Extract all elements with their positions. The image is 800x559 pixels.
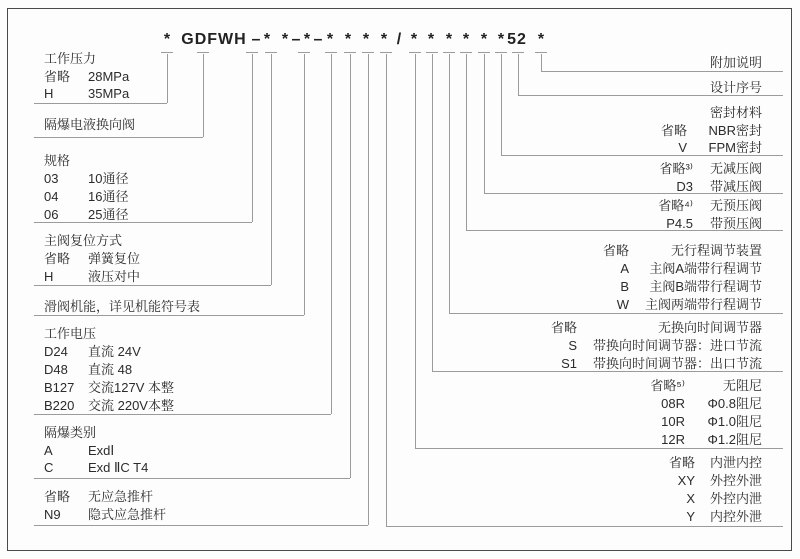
code-value: A <box>620 261 629 276</box>
tick <box>460 52 472 53</box>
leader-line <box>331 54 332 414</box>
leader-line <box>167 54 168 103</box>
tick <box>380 52 392 53</box>
spec-row <box>661 139 762 157</box>
code-value: Y <box>686 509 695 524</box>
tick <box>246 52 258 53</box>
section-working-pressure <box>44 50 129 103</box>
spec-row <box>603 242 762 260</box>
code-meaning: 无预压阀 <box>709 198 762 213</box>
code-value: 省略 <box>550 320 577 335</box>
spec-row <box>551 355 762 373</box>
code-value: 省略 <box>602 243 629 258</box>
leader-line <box>304 54 305 315</box>
code-symbol: * <box>462 31 470 48</box>
code-meaning: 带预压阀 <box>709 215 762 231</box>
underline <box>34 478 350 479</box>
code-value: 省略⁴⁾ <box>658 198 693 213</box>
spec-row <box>659 178 762 196</box>
section-title: 主阀复位方式 <box>44 233 123 248</box>
code-meaning: 直流 48 <box>88 362 133 377</box>
code-value: D48 <box>44 362 68 377</box>
code-meaning: 液压对中 <box>88 269 141 284</box>
code-value: XY <box>677 473 695 488</box>
spec-row <box>659 160 762 178</box>
code-symbol-series: GDFWH <box>181 31 247 48</box>
code-symbol: * <box>303 31 311 48</box>
leader-line <box>432 54 433 371</box>
section-title: 工作压力 <box>44 51 97 66</box>
spec-row <box>44 488 166 506</box>
code-meaning: 内泄内控 <box>709 455 762 470</box>
spec-row <box>658 215 762 233</box>
spec-row <box>44 442 148 460</box>
code-symbol: * <box>445 31 453 48</box>
spec-row <box>44 268 140 286</box>
section-size <box>44 152 128 224</box>
code-value: 省略 <box>44 68 71 84</box>
section-emergency-rod <box>44 488 166 524</box>
spec-row <box>44 397 174 415</box>
section-seal-material <box>661 104 762 157</box>
spec-row <box>44 459 148 477</box>
spec-row <box>603 296 762 314</box>
section-title: 规格 <box>44 153 71 168</box>
section-additional-notes <box>710 54 762 72</box>
code-value: A <box>44 442 53 458</box>
section-preload-valve <box>658 197 762 232</box>
code-symbol: * <box>410 31 418 48</box>
code-meaning: 主阀B端带行程调节 <box>649 279 762 294</box>
code-value: B220 <box>44 398 75 413</box>
tick <box>443 52 455 53</box>
code-meaning: 交流 220V本整 <box>88 398 174 413</box>
tick <box>298 52 310 53</box>
code-dash: – <box>251 31 261 48</box>
code-meaning: 无阻尼 <box>722 378 762 393</box>
underline <box>34 103 167 104</box>
leader-line <box>271 54 272 285</box>
code-dash: – <box>313 31 323 48</box>
leader-line <box>518 54 519 95</box>
code-meaning: 无行程调节装置 <box>670 243 762 258</box>
code-value: 12R <box>661 432 685 447</box>
spec-row <box>44 343 174 361</box>
tick <box>197 52 209 53</box>
spec-row <box>650 431 762 449</box>
spec-row <box>551 319 762 337</box>
code-meaning: 主阀A端带行程调节 <box>649 261 762 276</box>
tick <box>265 52 277 53</box>
spec-row <box>44 506 166 524</box>
code-value: 06 <box>44 207 59 222</box>
code-meaning: Φ0.8阻尼 <box>707 396 762 411</box>
code-meaning: 带换向时间调节器：进口节流 <box>592 338 762 353</box>
code-meaning: 25通径 <box>88 207 129 222</box>
tick <box>535 52 547 53</box>
section-voltage <box>44 325 174 415</box>
section-valve-name <box>44 116 135 134</box>
code-symbol: * <box>263 31 271 48</box>
spec-row <box>603 278 762 296</box>
section-label: 附加说明 <box>709 55 762 70</box>
section-stroke-adjuster <box>603 242 762 314</box>
code-symbol: * <box>427 31 435 48</box>
tick <box>344 52 356 53</box>
code-value: 省略 <box>668 455 695 470</box>
code-value: B <box>620 279 629 294</box>
leader-line <box>350 54 351 478</box>
underline <box>386 526 783 527</box>
code-meaning: ExdⅠ <box>88 442 115 458</box>
code-value: H <box>44 269 54 284</box>
code-value: S <box>568 338 577 353</box>
code-meaning: 无应急推杆 <box>88 489 154 504</box>
spec-row <box>658 197 762 215</box>
code-symbol: * <box>344 31 352 48</box>
spec-row <box>669 490 762 508</box>
leader-line <box>415 54 416 448</box>
section-label: 滑阀机能，详见机能符号表 <box>44 299 201 314</box>
code-value: 10R <box>661 414 685 429</box>
code-meaning: 16通径 <box>88 189 129 204</box>
code-symbol: * <box>281 31 289 48</box>
section-design-number <box>710 79 762 97</box>
spec-row <box>44 68 129 86</box>
leader-line <box>203 54 204 137</box>
spec-row <box>650 377 762 395</box>
leader-line <box>484 54 485 193</box>
code-meaning: Φ1.0阻尼 <box>707 414 762 429</box>
section-explosion-class <box>44 424 148 477</box>
code-dash: – <box>291 31 301 48</box>
leader-line <box>541 54 542 71</box>
leader-line <box>501 54 502 155</box>
spec-row <box>44 379 174 397</box>
spec-row <box>669 454 762 472</box>
section-label: 隔爆电液换向阀 <box>44 117 136 132</box>
section-spool-function <box>44 298 200 316</box>
tick <box>362 52 374 53</box>
code-value: 04 <box>44 189 59 204</box>
code-symbol: * <box>380 31 388 48</box>
spec-row <box>551 337 762 355</box>
tick <box>161 52 173 53</box>
code-meaning: 交流127V 本整 <box>88 380 174 395</box>
spec-row <box>669 508 762 526</box>
code-value: 省略³⁾ <box>659 161 693 176</box>
code-value: 省略 <box>660 122 687 138</box>
code-meaning: 直流 24V <box>88 344 141 359</box>
spec-row <box>44 361 174 379</box>
code-value: X <box>686 491 695 506</box>
code-value: B127 <box>44 380 75 395</box>
code-symbol: * <box>537 31 545 48</box>
tick <box>325 52 337 53</box>
code-value: D3 <box>676 178 693 194</box>
code-meaning: 弹簧复位 <box>88 251 141 266</box>
code-symbol: * <box>497 31 505 48</box>
code-value: 省略 <box>44 251 71 266</box>
section-label: 设计序号 <box>709 80 762 95</box>
code-meaning: NBR密封 <box>708 122 762 138</box>
code-symbol: * <box>326 31 334 48</box>
tick <box>512 52 524 53</box>
leader-line <box>368 54 369 525</box>
section-pilot-drain <box>669 454 762 526</box>
spec-row <box>661 122 762 140</box>
code-value: S1 <box>561 356 577 371</box>
leader-line <box>466 54 467 230</box>
section-switching-time-adjuster <box>551 319 762 373</box>
spec-row <box>603 260 762 278</box>
spec-row <box>44 170 128 188</box>
section-reset-mode <box>44 232 140 286</box>
spec-row <box>44 206 128 224</box>
tick <box>495 52 507 53</box>
spec-row <box>669 472 762 490</box>
code-meaning: 外控内泄 <box>709 491 762 506</box>
code-value: P4.5 <box>666 215 693 231</box>
section-title: 密封材料 <box>709 105 762 120</box>
spec-row <box>650 413 762 431</box>
code-meaning: 主阀两端带行程调节 <box>644 297 762 312</box>
code-meaning: Φ1.2阻尼 <box>707 432 762 447</box>
leader-line <box>252 54 253 222</box>
spec-row <box>44 85 129 103</box>
code-value: C <box>44 460 54 475</box>
leader-line <box>386 54 387 526</box>
underline <box>34 137 203 138</box>
code-value: N9 <box>44 507 61 522</box>
code-slash: / <box>396 31 402 48</box>
code-meaning: 内控外泄 <box>709 509 762 524</box>
code-symbol: * <box>480 31 488 48</box>
code-meaning: Exd ⅡC T4 <box>88 460 149 475</box>
section-reducing-valve <box>659 160 762 195</box>
code-meaning: FPM密封 <box>708 140 762 155</box>
tick <box>478 52 490 53</box>
code-meaning: 隐式应急推杆 <box>88 507 167 522</box>
code-meaning: 带减压阀 <box>709 178 762 194</box>
code-symbol: * <box>163 31 171 48</box>
code-value: 03 <box>44 171 59 186</box>
section-title: 隔爆类别 <box>44 425 97 440</box>
spec-row <box>44 250 140 268</box>
code-design-number: 52 <box>507 31 527 48</box>
code-value: H <box>44 86 54 101</box>
section-orifice <box>650 377 762 449</box>
code-meaning: 外控外泄 <box>709 473 762 488</box>
spec-row <box>650 395 762 413</box>
code-value: W <box>616 297 629 312</box>
code-value: 省略 <box>44 489 71 504</box>
code-value: 省略⁵⁾ <box>650 378 685 393</box>
tick <box>426 52 438 53</box>
tick <box>409 52 421 53</box>
underline <box>34 525 368 526</box>
code-meaning: 无换向时间调节器 <box>657 320 762 335</box>
spec-row <box>44 188 128 206</box>
code-value: D24 <box>44 344 68 359</box>
leader-line <box>449 54 450 313</box>
code-meaning: 35MPa <box>88 86 130 101</box>
code-meaning: 10通径 <box>88 171 129 186</box>
code-value: V <box>678 140 687 155</box>
code-meaning: 无减压阀 <box>709 161 762 176</box>
code-meaning: 带换向时间调节器：出口节流 <box>592 356 762 371</box>
code-value: 08R <box>661 396 685 411</box>
code-meaning: 28MPa <box>88 68 130 84</box>
code-symbol: * <box>362 31 370 48</box>
section-title: 工作电压 <box>44 326 97 341</box>
